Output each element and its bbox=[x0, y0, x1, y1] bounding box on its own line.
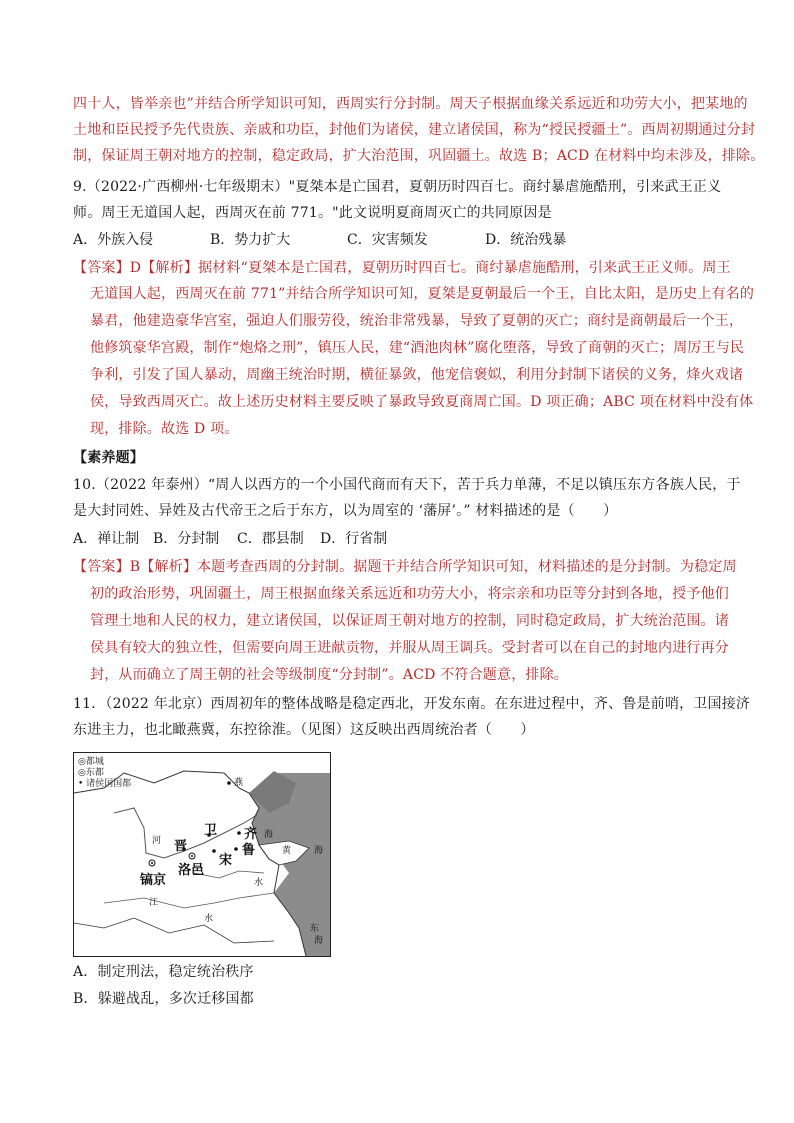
map-label-yan: 燕 bbox=[234, 778, 244, 788]
question-10-stem: 是大封同姓、异姓及古代帝王之后于东方，以为周室的 ‘藩屏’。” 材料描述的是（ ） bbox=[73, 503, 618, 519]
section-title: 【素养题】 bbox=[73, 450, 144, 466]
q11-option-b: B．躲避战乱，多次迁移国都 bbox=[73, 991, 254, 1007]
map-label-water: 东 bbox=[310, 924, 320, 934]
question-11-stem: 东进主力，也北瞰燕冀，东控徐淮。（见图）这反映出西周统治者（ ） bbox=[73, 722, 535, 738]
q11-option-a: A．制定刑法，稳定统治秩序 bbox=[73, 964, 254, 980]
q10-answer: 侯具有较大的独立性，但需要向周王进献贡物，并服从周王调兵。受封者可以在自己的封地内进行再分 bbox=[90, 640, 729, 656]
map-label-water: 河 bbox=[152, 836, 162, 846]
q10-option-d: D．行省制 bbox=[320, 531, 388, 547]
map-label-jin: 晋 bbox=[174, 839, 188, 854]
q9-answer: 暴君，他建造豪华宫室，强迫人们服劳役，统治非常残暴，导致了夏朝的灭亡；商纣是商朝最后一个王， bbox=[90, 313, 744, 329]
question-11-stem: 11．（2022 年北京）西周初年的整体战略是稳定西北，开发东南。在东进过程中，齐、鲁是前哨，卫国接济 bbox=[73, 696, 751, 712]
q9-answer: 侯，导致西周灭亡。故上述历史材料主要反映了暴政导致夏商周亡国。D 项正确；ABC 项在材料中没有体 bbox=[90, 394, 754, 410]
map-label-water: 水 bbox=[204, 914, 214, 924]
question-9-stem: 9.（2022·广西柳州·七年级期末）"夏桀本是亡国君，夏朝历时四百七。商纣暴虐施酷刑，引来武王正义 bbox=[73, 179, 722, 195]
map-label-water: 海 bbox=[264, 830, 274, 840]
q9-option-a: A．外族入侵 bbox=[73, 232, 154, 248]
q9-answer: 他修筑豪华宫殿，制作“炮烙之刑”，镇压人民，建“酒池肉林”腐化堕落，导致了商朝的灭亡；周厉王与民 bbox=[90, 340, 745, 356]
map-label-water: 江 bbox=[149, 898, 159, 908]
q10-option-b: B．分封制 bbox=[153, 531, 220, 547]
western-zhou-map bbox=[73, 752, 331, 957]
q10-answer: 管理土地和人民的权力，建立诸侯国，以保证周王朝对地方的控制，同时稳定政局，扩大统治范围。诸 bbox=[90, 613, 729, 629]
q9-option-b: B．势力扩大 bbox=[210, 232, 291, 248]
map-label-song: 宋 bbox=[219, 853, 233, 868]
legend-capital: ◎都城 bbox=[78, 757, 104, 767]
q10-answer: 初的政治形势，巩固疆土，周王根据血缘关系远近和功劳大小，将宗亲和功臣等分封到各地，授予他们 bbox=[90, 586, 729, 602]
q9-answer: 争利，引发了国人暴动，周幽王统治时期，横征暴敛，他宠信褒姒，利用分封制下诸侯的义务，烽火戏诸 bbox=[90, 367, 744, 383]
legend-east-capital: ◎东都 bbox=[78, 768, 104, 778]
map-label-water: 海 bbox=[314, 846, 324, 856]
text-line: 土地和臣民授予先代贵族、亲戚和功臣，封他们为诸侯，建立诸侯国，称为“授民授疆土”。西周初期通过分封 bbox=[73, 122, 756, 138]
map-label-lu: 鲁 bbox=[242, 843, 256, 858]
map-label-water: 海 bbox=[314, 936, 324, 946]
map-label-luoyi: 洛邑 bbox=[178, 863, 205, 878]
q9-answer: 【答案】D【解析】据材料“夏桀本是亡国君，夏朝历时四百七。商纣暴虐施酷刑，引来武王正义师。周王 bbox=[73, 260, 731, 276]
q10-answer: 封，从而确立了周王朝的社会等级制度“分封制”。ACD 不符合题意，排除。 bbox=[90, 667, 569, 683]
map-label-water: 水 bbox=[254, 878, 264, 888]
question-9-stem: 师。周王无道国人起，西周灭在前 771。"此文说明夏商周灭亡的共同原因是 bbox=[73, 205, 552, 221]
text-line: 四十人，皆举亲也”并结合所学知识可知，西周实行分封制。周天子根据血缘关系远近和功劳大小，把某地的 bbox=[73, 96, 748, 112]
q10-option-c: C．郡县制 bbox=[237, 531, 304, 547]
q9-answer: 无道国人起，西周灭在前 771”并结合所学知识可知，夏桀是夏朝最后一个王，自比太阳，是历史上有名的 bbox=[90, 286, 755, 302]
q9-option-c: C．灾害频发 bbox=[347, 232, 428, 248]
question-10-stem: 10.（2022 年泰州）“周人以西方的一个小国代商而有天下，苦于兵力单薄，不足以镇压东方各族人民，于 bbox=[73, 477, 741, 493]
map-legend bbox=[78, 757, 131, 790]
q9-answer: 现，排除。故选 D 项。 bbox=[90, 421, 239, 437]
q10-option-a: A．禅让制 bbox=[73, 531, 140, 547]
map-label-water: 黄 bbox=[282, 846, 292, 856]
map-label-haojing: 镐京 bbox=[140, 873, 167, 888]
legend-vassal-capital: • 诸侯国国都 bbox=[78, 779, 132, 789]
q10-answer: 【答案】B【解析】本题考查西周的分封制。据题干并结合所学知识可知，材料描述的是分封制。为稳定周 bbox=[73, 559, 737, 575]
q9-option-d: D．统治残暴 bbox=[485, 232, 567, 248]
map-label-qi: 齐 bbox=[244, 827, 258, 842]
map-label-wei: 卫 bbox=[204, 823, 218, 838]
text-line: 制，保证周王朝对地方的控制，稳定政局，扩大治范围，巩固疆土。故选 B；ACD 在材料中均未涉及，排除。 bbox=[73, 148, 765, 164]
